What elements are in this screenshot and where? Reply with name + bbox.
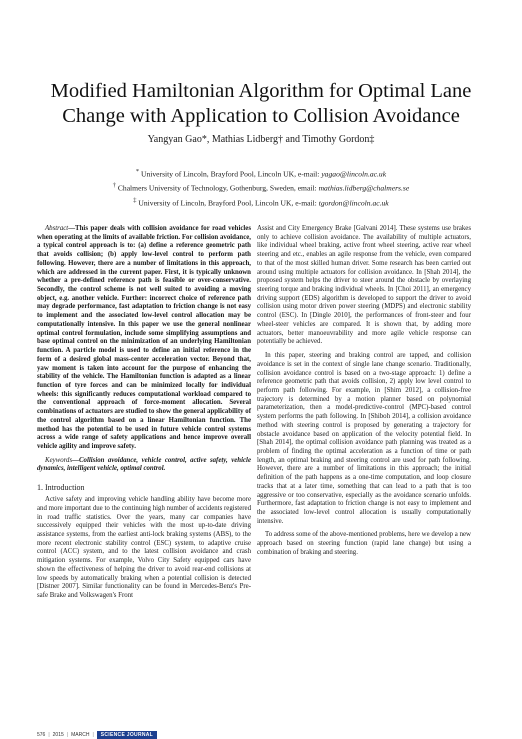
affiliation-mark: ‡ xyxy=(133,197,137,204)
affiliation-mark: * xyxy=(135,168,140,175)
footer-page-number: 576 xyxy=(37,731,46,738)
author-list: Yangyan Gao*, Mathias Lidberg† and Timothy Gordon‡ xyxy=(147,134,375,145)
affiliation-email[interactable]: tgordon@lincoln.ac.uk xyxy=(318,198,389,208)
footer-separator: | xyxy=(48,731,50,738)
footer-separator: | xyxy=(92,731,94,738)
keywords: Keywords—Collision avoidance, vehicle control, active safety, vehicle dynamics, intelligent vehicle, optimal control. xyxy=(37,456,251,473)
affiliation-text: University of Lincoln, Brayford Pool, Lincoln UK, e-mail: xyxy=(140,169,320,179)
keywords-label: Keywords xyxy=(45,456,73,464)
abstract-text: This paper deals with collision avoidance for road vehicles when operating at the limits of available friction. For collision avoidance, a typical control approach is to: (a) define a reference geometric path that avoids collision; (b) apply low-level control to perform path following. However, there are a number of limitations in this approach, which are addressed in the current paper. First, it is typically unknown whether a pre-defined reference path is feasible or over-conservative. Secondly, the control scheme is not well suited to avoiding a moving object, e.g. another vehicle. Further: incorrect choice of reference path may degrade performance, fast adaptation to friction change is not easy to implement and the associated low-level control allocation may be computationally intensive. In this paper we use the general nonlinear optimal control formulation, include some simplifying assumptions and base optimal control on the minimization of an underlying Hamiltonian function. A particle model is used to define an initial reference in the form of a desired global mass-center acceleration vector. Beyond that, yaw moment is taken into account for the purpose of enhancing the stability of the vehicle. The Hamiltonian function is adapted as a linear function of tyre forces and can be minimized locally for individual wheels: this significantly reduces computational workload compared to the conventional approach of force-moment allocation. Several combinations of actuators are studied to show the general applicability of the control algorithm based on a linear Hamiltonian function. The method has the potential to be used in future vehicle control systems across a wide range of safety applications and hence improve overall vehicle agility and improve safety. xyxy=(37,225,251,450)
body-paragraph: Active safety and improving vehicle handling ability have become more and more important due to the continuing high number of accidents registered in road traffic statistics. Over the years, many car companies have successively equipped their vehicles with the most up-to-date driving assistance systems, from the earliest anti-lock braking systems (ABS), to the more recent electronic stability control (ESC) system, to adaptive cruise control (ACC) system, and to the latest collision avoidance and crash mitigation systems. For example, Volvo City Safety equipped cars have shown the effectiveness of helping the driver to avoid rear-end collisions at low speeds by automatically braking when a potential collision is detected [Distner 2007]. Similar functionality can be found in Mercedes-Benz's Pre-safe Brake and Volkswagen's Front xyxy=(37,496,251,600)
body-paragraph: In this paper, steering and braking control are tapped, and collision avoidance is set in the context of single lane change scenario. Traditionally, collision avoidance control is based on a two-stage approach: 1) define a reference geometric path that avoids collision, 2) apply low level control to perform path following. For example, in [Shim 2012], a collision-free trajectory is determined by a motion planner based on polynomial parameterization, then a model-predictive-control (MPC)-based control system performs the path following. In [Shiboh 2014], a collision avoidance method with steering control is proposed by generating a trajectory for obstacle avoidance based on application of the velocity potential field. In [Shah 2014], the optimal collision avoidance path planning was treated as a problem of finding the optimal acceleration as a function of time or path length, an optimal braking and steering control are used for path following. However, there are a number of limitations in this approach; the initial definition of the path happens as a one-time computation, and loop closure tracks that at a later time, something that can lead to a path that is too aggressive or too conservative, especially as the avoidance scenario unfolds. Furthermore, fast adaptation to friction change is not easy to implement and the associated low-level control allocation is usually computationally intensive. xyxy=(257,352,471,525)
footer-year: 2015 xyxy=(52,731,64,738)
affiliation-3 xyxy=(30,196,492,209)
paper-title: Modified Hamiltonian Algorithm for Optimal Lane Change with Application to Collision Avoidance xyxy=(50,80,472,127)
affiliation-email[interactable]: mathias.lidberg@chalmers.se xyxy=(318,183,410,193)
footer-journal-badge: SCIENCE JOURNAL xyxy=(97,731,157,739)
abstract: Abstract—This paper deals with collision avoidance for road vehicles when operating at the limits of available friction. For collision avoidance, a typical control approach is to: (a) define a reference geometric path that avoids collision; (b) apply low-level control to perform path following. However, there are a number of limitations in this approach, which are addressed in the current paper. First, it is typically unknown whether a pre-defined reference path is feasible or over-conservative. Secondly, the control scheme is not well suited to avoiding a moving object, e.g. another vehicle. Further: incorrect choice of reference path may degrade performance, fast adaptation to friction change is not easy to implement and the associated low-level control allocation may be computationally intensive. In this paper we use the general nonlinear optimal control formulation, include some simplifying assumptions and base optimal control on the minimization of an underlying Hamiltonian function. A particle model is used to define an initial reference in the form of a desired global mass-center acceleration vector. Beyond that, yaw moment is taken into account for the purpose of enhancing the stability of the vehicle. The Hamiltonian function is adapted as a linear function of tyre forces and can be minimized locally for individual wheels: this significantly reduces computational workload compared to the conventional approach of force-moment allocation. Several combinations of actuators are studied to show the general applicability of the control algorithm based on a linear Hamiltonian function. The method has the potential to be used in future vehicle control systems across a wide range of safety applications and hence improve overall vehicle agility and improve safety. xyxy=(37,225,251,450)
footer-month: MARCH xyxy=(71,731,90,738)
affiliation-email[interactable]: yagao@lincoln.ac.uk xyxy=(321,169,387,179)
body-paragraph: To address some of the above-mentioned problems, here we develop a new approach based on steering function (rapid lane change) but using a combination of braking and steering. xyxy=(257,531,471,556)
affiliation-2 xyxy=(30,181,492,194)
right-column xyxy=(257,225,471,563)
abstract-label: Abstract xyxy=(45,225,69,232)
keywords-text: Collision avoidance, vehicle control, active safety, vehicle dynamics, intelligent vehicle, optimal control. xyxy=(37,456,251,473)
left-column xyxy=(37,225,251,606)
page-footer xyxy=(37,730,157,739)
affiliation-1 xyxy=(30,167,492,180)
affiliation-text: University of Lincoln, Brayford Pool, Lincoln UK, e-mail: xyxy=(138,198,317,208)
section-heading: 1. Introduction xyxy=(37,483,85,493)
affiliation-text: Chalmers University of Technology, Gothenburg, Sweden, email: xyxy=(117,183,317,193)
footer-separator: | xyxy=(66,731,69,738)
affiliation-mark: † xyxy=(112,182,116,189)
body-paragraph: Assist and City Emergency Brake [Galvani 2014]. These systems use brakes only to achieve collision avoidance. The availability of multiple actuators, like individual wheel braking, active front wheel steering, active rear wheel steering and etc., enables an agile response from the vehicle, even compared to that of the most skilled human driver. Some research has been carried out around using multiple actuators for collision avoidance. In [Shah 2014], the proposed system helps the driver to steer around the obstacle by overlaying steering torque and braking individual wheels. In [Choi 2011], an emergency driving support (EDS) algorithm is developed to support the driver to avoid collision using motor driven power steering (MDPS) and electronic stability control (ESC). In [Dingle 2010], the performances of front-steer and four wheel-steer vehicles are compared. It is shown that, by adding more actuators, better manoeuvrability and more agile vehicle response can potentially be achieved. xyxy=(257,225,471,346)
